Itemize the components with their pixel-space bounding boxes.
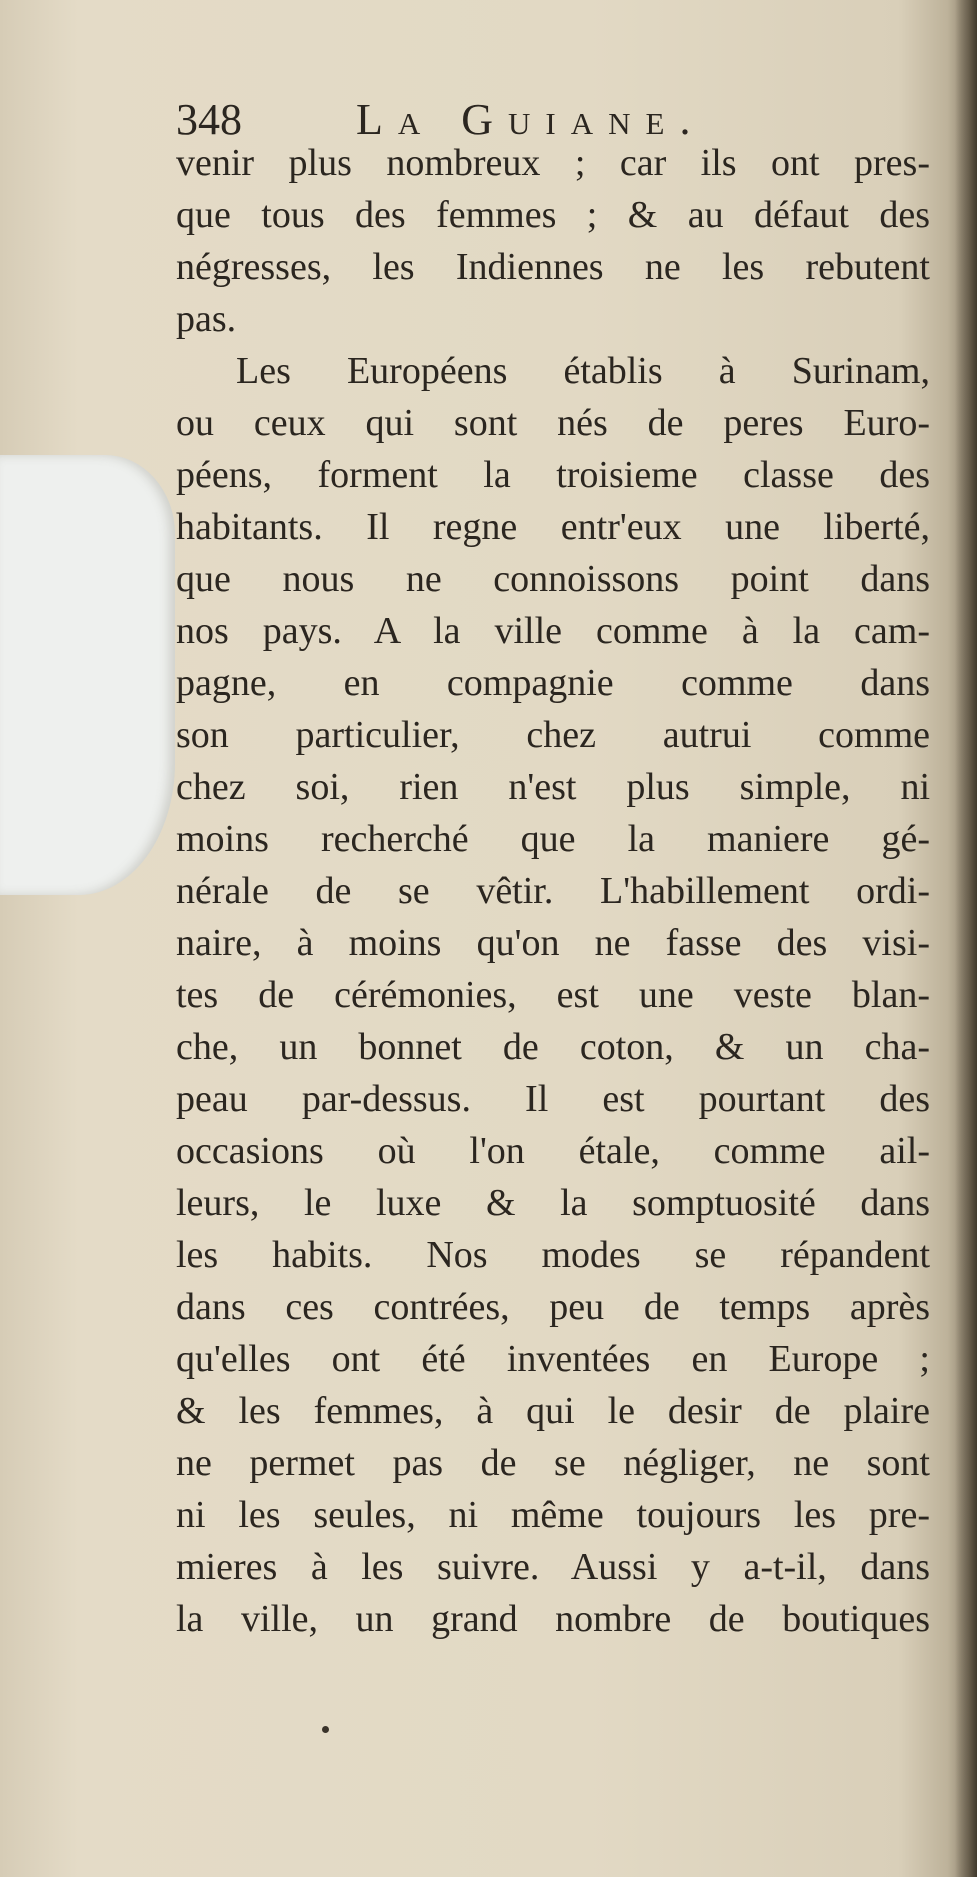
text-line: pas. — [176, 298, 237, 340]
paragraph-start-line: Les Européens établis à Surinam, — [236, 350, 930, 392]
text-line: négresses, les Indiennes ne les rebutent — [176, 246, 930, 288]
paper-damage-patch — [0, 455, 175, 895]
text-line: son particulier, chez autrui comme — [176, 714, 930, 756]
text-line: dans ces contrées, peu de temps après — [176, 1286, 930, 1328]
text-line: ou ceux qui sont nés de peres Euro- — [176, 402, 930, 444]
text-line: chez soi, rien n'est plus simple, ni — [176, 766, 930, 808]
text-line: che, un bonnet de coton, & un cha- — [176, 1026, 930, 1068]
text-line: que nous ne connoissons point dans — [176, 558, 930, 600]
text-line: occasions où l'on étale, comme ail- — [176, 1130, 930, 1172]
text-line: les habits. Nos modes se répandent — [176, 1234, 930, 1276]
text-line: que tous des femmes ; & au défaut des — [176, 194, 930, 236]
text-line: mieres à les suivre. Aussi y a-t-il, dans — [176, 1546, 930, 1588]
page-number: 348 — [176, 95, 242, 144]
text-line: ne permet pas de se négliger, ne sont — [176, 1442, 930, 1484]
text-line: tes de cérémonies, est une veste blan- — [176, 974, 930, 1016]
text-line: & les femmes, à qui le desir de plaire — [176, 1390, 930, 1432]
text-line: leurs, le luxe & la somptuosité dans — [176, 1182, 930, 1224]
running-title: La Guiane. — [356, 95, 706, 144]
body-text — [176, 0, 936, 1877]
text-line: qu'elles ont été inventées en Europe ; — [176, 1338, 930, 1380]
text-line: venir plus nombreux ; car ils ont pres- — [176, 142, 930, 184]
text-line: nos pays. A la ville comme à la cam- — [176, 610, 930, 652]
text-line: habitants. Il regne entr'eux une liberté, — [176, 506, 930, 548]
text-line: nérale de se vêtir. L'habillement ordi- — [176, 870, 930, 912]
text-line: la ville, un grand nombre de boutiques — [176, 1598, 930, 1640]
text-line: naire, à moins qu'on ne fasse des visi- — [176, 922, 930, 964]
text-line: péens, forment la troisieme classe des — [176, 454, 930, 496]
text-line: pagne, en compagnie comme dans — [176, 662, 930, 704]
text-line: ni les seules, ni même toujours les pre- — [176, 1494, 930, 1536]
text-line: peau par-dessus. Il est pourtant des — [176, 1078, 930, 1120]
page-edge-shadow — [955, 0, 977, 1877]
text-line: moins recherché que la maniere gé- — [176, 818, 930, 860]
ink-dot — [322, 1726, 329, 1733]
